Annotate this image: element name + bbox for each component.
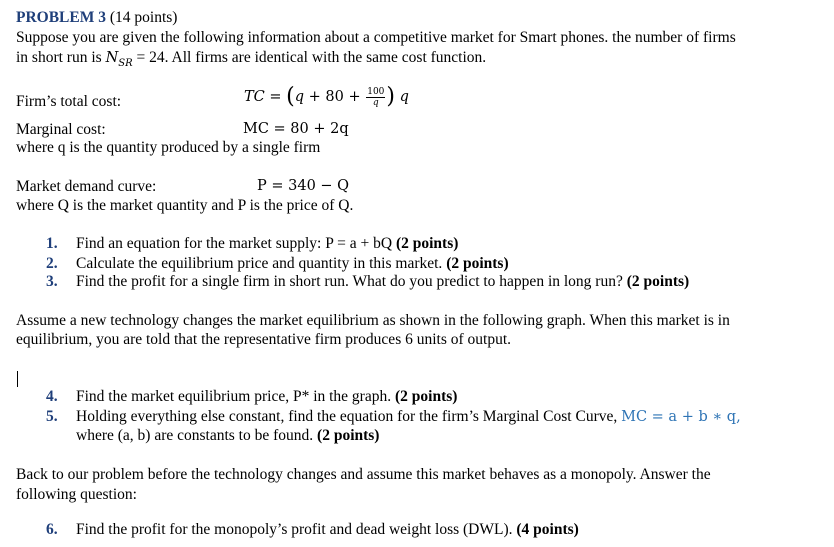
- q3-item: [76, 273, 689, 291]
- where-Q-line: where Q is the market quantity and P is the price of Q.: [16, 197, 354, 214]
- monopoly-line-1: Back to our problem before the technology changes and assume this market behaves as a monopoly. Answer the: [16, 466, 711, 483]
- text-cursor: [17, 371, 18, 387]
- q1-points: (2 points): [395, 235, 459, 252]
- intro-line-2: [16, 49, 486, 69]
- q6-item: [76, 521, 579, 539]
- q1-number: 1.: [46, 235, 58, 252]
- tech-line-1: Assume a new technology changes the market equilibrium as shown in the following graph. When this market is in: [16, 312, 730, 329]
- q5-item-cont: [76, 427, 379, 445]
- total-cost-equation: [244, 86, 409, 108]
- frac-denominator: q: [372, 97, 379, 108]
- demand-equation: P = 340 − Q: [257, 178, 350, 194]
- problem-header: [16, 9, 177, 27]
- q5-mc-equation: MC = a + b ∗ q,: [621, 409, 741, 425]
- total-cost-label: Firm’s total cost:: [16, 93, 122, 110]
- tc-plus: + 80 +: [304, 89, 366, 105]
- q4-text: Find the market equilibrium price, P* in the graph.: [76, 388, 392, 405]
- problem-title: PROBLEM 3: [16, 9, 106, 26]
- q6-points: (4 points): [516, 521, 579, 538]
- monopoly-line-2: following question:: [16, 486, 137, 503]
- q6-number: 6.: [46, 521, 58, 538]
- q3-points: (2 points): [626, 273, 690, 290]
- tc-lhs: TC =: [244, 89, 287, 105]
- where-q-line: where q is the quantity produced by a single firm: [16, 139, 321, 156]
- q5-text: Holding everything else constant, find the equation for the firm’s Marginal Cost Curve,: [76, 408, 618, 425]
- intro-line-2-rest: = 24. All firms are identical with the same cost function.: [136, 49, 487, 66]
- intro-line-1: Suppose you are given the following information about a competitive market for Smart phones. the number of firms: [16, 29, 736, 46]
- q2-item: [76, 255, 509, 273]
- marginal-cost-label: Marginal cost:: [16, 121, 106, 138]
- tc-q: q: [294, 89, 305, 105]
- nsr-symbol: $N_{SR}$: [105, 50, 133, 69]
- tech-line-2: equilibrium, you are told that the representative firm produces 6 units of output.: [16, 331, 512, 348]
- frac-numerator: 100: [367, 86, 385, 97]
- q5-points: (2 points): [317, 427, 380, 444]
- q1-item: [76, 235, 458, 253]
- tc-q-outer: q: [399, 89, 409, 105]
- marginal-cost-equation: MC = 80 + 2q: [243, 121, 349, 137]
- q1-text: Find an equation for the market supply: P = a + bQ: [76, 235, 393, 252]
- demand-label: Market demand curve:: [16, 178, 157, 195]
- q2-number: 2.: [46, 255, 58, 272]
- paren-open: (: [286, 84, 295, 109]
- q6-text: Find the profit for the monopoly’s profit and dead weight loss (DWL).: [76, 521, 513, 538]
- q5-text-cont: where (a, b) are constants to be found.: [76, 427, 314, 444]
- q4-number: 4.: [46, 388, 58, 405]
- q2-text: Calculate the equilibrium price and quantity in this market.: [76, 255, 443, 272]
- fraction: [366, 87, 385, 108]
- q2-points: (2 points): [446, 255, 509, 272]
- intro-line-2-text: in short run is: [16, 49, 106, 66]
- q4-points: (2 points): [394, 388, 458, 405]
- q3-number: 3.: [46, 273, 58, 290]
- q4-item: [76, 388, 457, 406]
- q5-item: [76, 408, 741, 426]
- paren-close: ): [386, 84, 395, 109]
- q5-number: 5.: [46, 408, 58, 425]
- q3-text: Find the profit for a single firm in short run. What do you predict to happen in long run?: [76, 273, 623, 290]
- problem-points: (14 points): [109, 9, 178, 26]
